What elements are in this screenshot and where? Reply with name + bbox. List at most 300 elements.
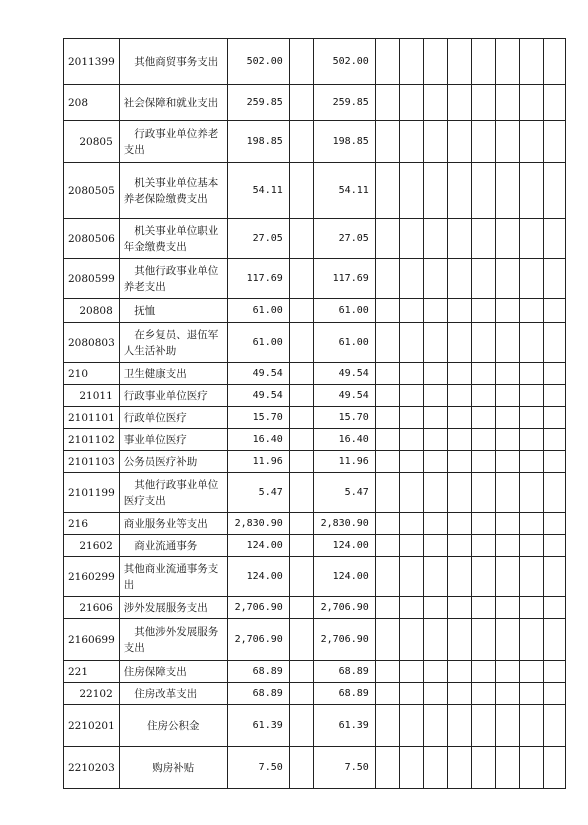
empty-cell [543,597,565,619]
empty-cell [471,747,495,789]
subject-code-cell: 2160699 [64,619,120,661]
empty-cell [289,597,313,619]
empty-cell [375,259,399,299]
empty-cell [519,473,543,513]
total-amount-cell: 49.54 [227,363,289,385]
empty-cell [423,429,447,451]
empty-cell [399,619,423,661]
empty-cell [375,705,399,747]
subject-name-cell: 购房补贴 [119,747,227,789]
empty-cell [471,407,495,429]
total-amount-cell: 68.89 [227,661,289,683]
empty-cell [375,39,399,85]
basic-expenditure-cell: 49.54 [313,363,375,385]
empty-cell [543,39,565,85]
empty-cell [447,473,471,513]
empty-cell [471,385,495,407]
empty-cell [375,473,399,513]
empty-cell [543,121,565,163]
empty-cell [447,163,471,219]
subject-name-cell: 机关事业单位基本养老保险缴费支出 [119,163,227,219]
empty-cell [543,363,565,385]
empty-cell [375,535,399,557]
empty-cell [519,661,543,683]
empty-cell [471,121,495,163]
subject-code-cell: 208 [64,85,120,121]
empty-cell [519,363,543,385]
table-row [64,451,566,473]
empty-cell [543,163,565,219]
empty-cell [423,451,447,473]
subject-code-cell: 2080506 [64,219,120,259]
basic-expenditure-cell: 2,706.90 [313,619,375,661]
total-amount-cell: 2,706.90 [227,597,289,619]
empty-cell [519,299,543,323]
empty-cell [495,219,519,259]
empty-cell [423,85,447,121]
empty-cell [543,451,565,473]
empty-cell [447,705,471,747]
empty-cell [399,385,423,407]
basic-expenditure-cell: 11.96 [313,451,375,473]
subject-code-cell: 20805 [64,121,120,163]
basic-expenditure-cell: 198.85 [313,121,375,163]
empty-cell [447,259,471,299]
empty-cell [471,219,495,259]
subject-code-cell: 2080599 [64,259,120,299]
empty-cell [471,597,495,619]
total-amount-cell: 5.47 [227,473,289,513]
empty-cell [495,299,519,323]
table-row [64,163,566,219]
basic-expenditure-cell: 5.47 [313,473,375,513]
subject-code-cell: 2210201 [64,705,120,747]
empty-cell [399,323,423,363]
empty-cell [519,747,543,789]
basic-expenditure-cell: 124.00 [313,557,375,597]
subject-name-cell: 其他商贸事务支出 [119,39,227,85]
empty-cell [447,597,471,619]
total-amount-cell: 54.11 [227,163,289,219]
empty-cell [543,259,565,299]
total-amount-cell: 16.40 [227,429,289,451]
empty-cell [519,451,543,473]
table-row [64,557,566,597]
empty-cell [543,299,565,323]
empty-cell [399,451,423,473]
empty-cell [399,661,423,683]
empty-cell [423,473,447,513]
empty-cell [495,85,519,121]
empty-cell [375,219,399,259]
empty-cell [399,429,423,451]
empty-cell [495,163,519,219]
subject-name-cell: 其他涉外发展服务支出 [119,619,227,661]
empty-cell [471,535,495,557]
table-row [64,323,566,363]
empty-cell [399,85,423,121]
empty-cell [289,535,313,557]
empty-cell [495,323,519,363]
empty-cell [495,39,519,85]
empty-cell [289,163,313,219]
total-amount-cell: 15.70 [227,407,289,429]
empty-cell [519,557,543,597]
empty-cell [447,323,471,363]
empty-cell [543,85,565,121]
empty-cell [423,513,447,535]
total-amount-cell: 502.00 [227,39,289,85]
empty-cell [447,299,471,323]
empty-cell [519,597,543,619]
total-amount-cell: 117.69 [227,259,289,299]
empty-cell [375,385,399,407]
empty-cell [447,121,471,163]
empty-cell [471,85,495,121]
basic-expenditure-cell: 61.00 [313,323,375,363]
empty-cell [423,385,447,407]
table-row [64,705,566,747]
empty-cell [289,513,313,535]
empty-cell [423,705,447,747]
subject-code-cell: 2080803 [64,323,120,363]
empty-cell [495,557,519,597]
empty-cell [495,473,519,513]
empty-cell [519,407,543,429]
table-row [64,385,566,407]
table-row [64,661,566,683]
subject-code-cell: 221 [64,661,120,683]
empty-cell [471,513,495,535]
table-row [64,121,566,163]
empty-cell [519,259,543,299]
subject-name-cell: 住房改革支出 [119,683,227,705]
empty-cell [375,597,399,619]
empty-cell [495,683,519,705]
total-amount-cell: 61.39 [227,705,289,747]
empty-cell [423,597,447,619]
empty-cell [423,557,447,597]
empty-cell [471,259,495,299]
empty-cell [289,121,313,163]
empty-cell [423,219,447,259]
table-row [64,299,566,323]
subject-code-cell: 2080505 [64,163,120,219]
empty-cell [289,407,313,429]
empty-cell [375,299,399,323]
empty-cell [423,407,447,429]
empty-cell [375,163,399,219]
empty-cell [519,513,543,535]
empty-cell [289,39,313,85]
empty-cell [289,473,313,513]
empty-cell [375,557,399,597]
empty-cell [423,163,447,219]
subject-name-cell: 住房保障支出 [119,661,227,683]
total-amount-cell: 198.85 [227,121,289,163]
empty-cell [375,407,399,429]
subject-name-cell: 抚恤 [119,299,227,323]
empty-cell [447,557,471,597]
empty-cell [519,429,543,451]
empty-cell [375,121,399,163]
empty-cell [519,535,543,557]
empty-cell [543,619,565,661]
total-amount-cell: 61.00 [227,323,289,363]
empty-cell [543,407,565,429]
empty-cell [471,299,495,323]
empty-cell [289,557,313,597]
empty-cell [399,683,423,705]
empty-cell [289,259,313,299]
empty-cell [375,429,399,451]
empty-cell [543,323,565,363]
empty-cell [471,429,495,451]
table-row [64,407,566,429]
empty-cell [447,683,471,705]
total-amount-cell: 27.05 [227,219,289,259]
empty-cell [471,363,495,385]
basic-expenditure-cell: 117.69 [313,259,375,299]
empty-cell [375,323,399,363]
empty-cell [399,747,423,789]
empty-cell [399,535,423,557]
empty-cell [495,451,519,473]
empty-cell [543,513,565,535]
table-row [64,259,566,299]
basic-expenditure-cell: 16.40 [313,429,375,451]
empty-cell [399,259,423,299]
empty-cell [519,323,543,363]
empty-cell [447,747,471,789]
table-row [64,429,566,451]
empty-cell [519,385,543,407]
table-row [64,85,566,121]
empty-cell [495,661,519,683]
empty-cell [519,121,543,163]
empty-cell [289,661,313,683]
empty-cell [471,473,495,513]
basic-expenditure-cell: 68.89 [313,661,375,683]
subject-code-cell: 2160299 [64,557,120,597]
subject-code-cell: 21602 [64,535,120,557]
empty-cell [495,259,519,299]
empty-cell [289,451,313,473]
table-row [64,747,566,789]
total-amount-cell: 61.00 [227,299,289,323]
empty-cell [495,535,519,557]
empty-cell [471,619,495,661]
empty-cell [519,683,543,705]
basic-expenditure-cell: 7.50 [313,747,375,789]
table-row [64,683,566,705]
empty-cell [289,747,313,789]
empty-cell [447,385,471,407]
empty-cell [447,451,471,473]
empty-cell [495,429,519,451]
empty-cell [495,597,519,619]
empty-cell [375,747,399,789]
empty-cell [423,259,447,299]
empty-cell [471,705,495,747]
subject-name-cell: 其他行政事业单位医疗支出 [119,473,227,513]
empty-cell [543,219,565,259]
subject-code-cell: 216 [64,513,120,535]
subject-code-cell: 2101103 [64,451,120,473]
empty-cell [289,363,313,385]
basic-expenditure-cell: 49.54 [313,385,375,407]
table-row [64,39,566,85]
total-amount-cell: 49.54 [227,385,289,407]
empty-cell [423,535,447,557]
empty-cell [471,661,495,683]
basic-expenditure-cell: 502.00 [313,39,375,85]
total-amount-cell: 7.50 [227,747,289,789]
empty-cell [423,747,447,789]
empty-cell [399,513,423,535]
table-row [64,473,566,513]
basic-expenditure-cell: 2,830.90 [313,513,375,535]
empty-cell [447,661,471,683]
empty-cell [399,597,423,619]
subject-code-cell: 21606 [64,597,120,619]
empty-cell [289,85,313,121]
subject-name-cell: 社会保障和就业支出 [119,85,227,121]
empty-cell [543,535,565,557]
empty-cell [471,163,495,219]
empty-cell [447,219,471,259]
empty-cell [495,619,519,661]
basic-expenditure-cell: 61.39 [313,705,375,747]
total-amount-cell: 68.89 [227,683,289,705]
subject-name-cell: 商业服务业等支出 [119,513,227,535]
subject-code-cell: 2101101 [64,407,120,429]
subject-name-cell: 行政单位医疗 [119,407,227,429]
total-amount-cell: 124.00 [227,535,289,557]
empty-cell [471,39,495,85]
subject-code-cell: 2011399 [64,39,120,85]
empty-cell [543,557,565,597]
basic-expenditure-cell: 27.05 [313,219,375,259]
empty-cell [543,661,565,683]
empty-cell [399,407,423,429]
subject-name-cell: 商业流通事务 [119,535,227,557]
empty-cell [289,323,313,363]
empty-cell [495,705,519,747]
table-row [64,619,566,661]
empty-cell [495,385,519,407]
empty-cell [399,163,423,219]
subject-code-cell: 20808 [64,299,120,323]
empty-cell [423,683,447,705]
subject-name-cell: 其他行政事业单位养老支出 [119,259,227,299]
total-amount-cell: 2,830.90 [227,513,289,535]
basic-expenditure-cell: 54.11 [313,163,375,219]
empty-cell [289,385,313,407]
subject-code-cell: 2101102 [64,429,120,451]
empty-cell [289,429,313,451]
empty-cell [423,39,447,85]
empty-cell [399,219,423,259]
empty-cell [471,557,495,597]
empty-cell [289,683,313,705]
subject-name-cell: 住房公积金 [119,705,227,747]
table-row [64,219,566,259]
subject-code-cell: 22102 [64,683,120,705]
empty-cell [423,619,447,661]
empty-cell [495,407,519,429]
subject-name-cell: 行政事业单位医疗 [119,385,227,407]
empty-cell [399,39,423,85]
empty-cell [375,363,399,385]
empty-cell [543,683,565,705]
empty-cell [447,363,471,385]
basic-expenditure-cell: 15.70 [313,407,375,429]
empty-cell [447,513,471,535]
empty-cell [495,513,519,535]
total-amount-cell: 11.96 [227,451,289,473]
basic-expenditure-cell: 68.89 [313,683,375,705]
table-row [64,597,566,619]
table-row [64,535,566,557]
empty-cell [375,85,399,121]
empty-cell [375,451,399,473]
empty-cell [423,661,447,683]
budget-expenditure-table [63,38,566,789]
empty-cell [495,363,519,385]
empty-cell [471,323,495,363]
empty-cell [519,39,543,85]
empty-cell [471,683,495,705]
empty-cell [543,429,565,451]
empty-cell [543,473,565,513]
subject-name-cell: 在乡复员、退伍军人生活补助 [119,323,227,363]
subject-name-cell: 其他商业流通事务支出 [119,557,227,597]
subject-code-cell: 210 [64,363,120,385]
empty-cell [289,705,313,747]
subject-name-cell: 行政事业单位养老支出 [119,121,227,163]
empty-cell [375,513,399,535]
empty-cell [519,619,543,661]
empty-cell [543,705,565,747]
subject-name-cell: 卫生健康支出 [119,363,227,385]
table-row [64,513,566,535]
empty-cell [543,385,565,407]
empty-cell [399,705,423,747]
empty-cell [399,121,423,163]
subject-name-cell: 机关事业单位职业年金缴费支出 [119,219,227,259]
empty-cell [519,163,543,219]
empty-cell [289,219,313,259]
basic-expenditure-cell: 259.85 [313,85,375,121]
empty-cell [289,619,313,661]
empty-cell [375,683,399,705]
basic-expenditure-cell: 61.00 [313,299,375,323]
empty-cell [447,407,471,429]
empty-cell [495,121,519,163]
subject-name-cell: 事业单位医疗 [119,429,227,451]
total-amount-cell: 259.85 [227,85,289,121]
basic-expenditure-cell: 2,706.90 [313,597,375,619]
total-amount-cell: 2,706.90 [227,619,289,661]
empty-cell [447,85,471,121]
subject-name-cell: 公务员医疗补助 [119,451,227,473]
empty-cell [447,429,471,451]
subject-name-cell: 涉外发展服务支出 [119,597,227,619]
empty-cell [375,661,399,683]
empty-cell [399,299,423,323]
subject-code-cell: 2210203 [64,747,120,789]
